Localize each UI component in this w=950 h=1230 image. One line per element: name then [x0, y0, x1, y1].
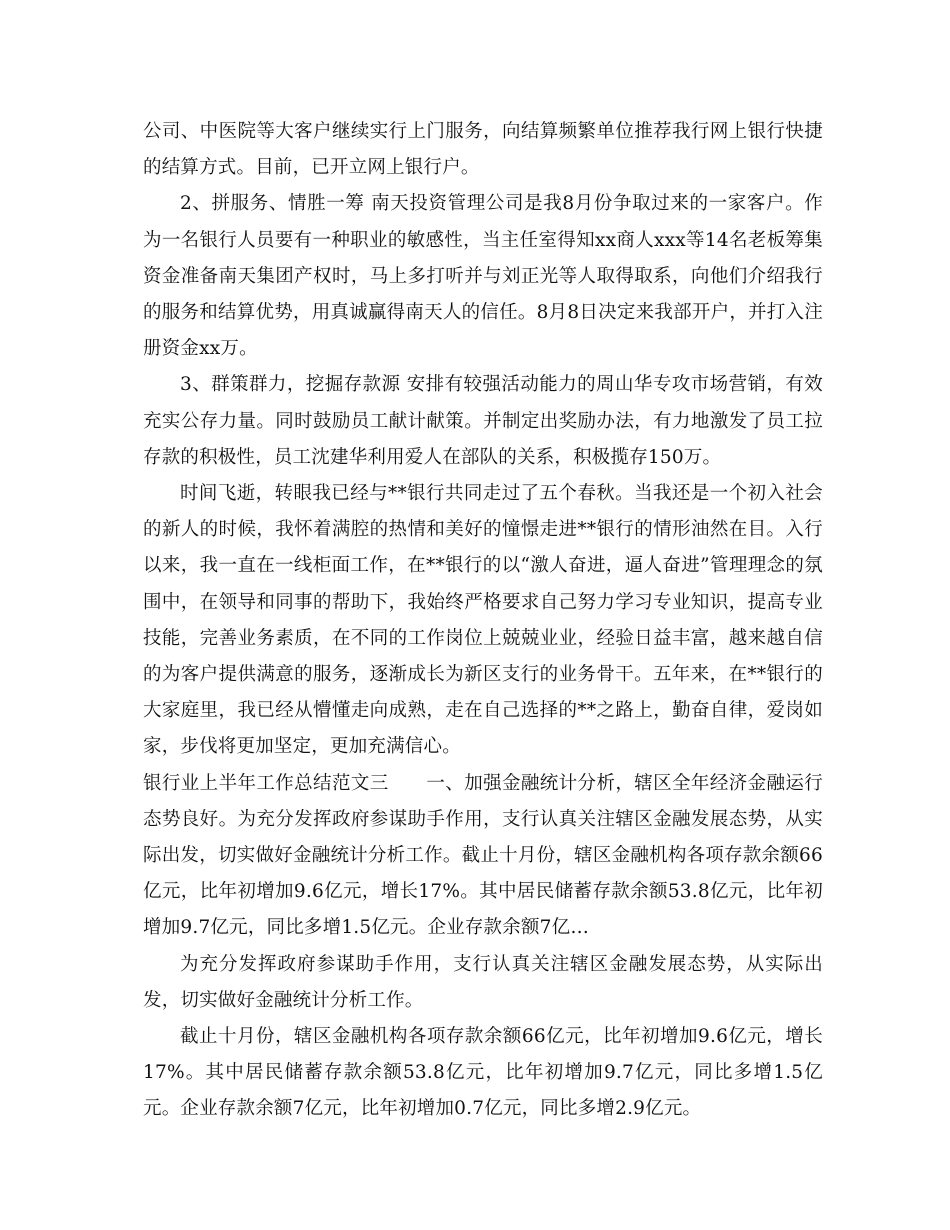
paragraph-2: 2、拼服务、情胜一筹 南天投资管理公司是我8月份争取过来的一家客户。作为一名银行人员要有一种职业的敏感性，当主任室得知xx商人xxx等14名老板筹集资金准备南天集团产权时，马上多打听并与刘正光等人取得取系，向他们介绍我行的服务和结算优势，用真诚赢得南天人的信任。8月8日决定来我部开户，并打入注册资金xx万。 — [143, 193, 823, 360]
paragraph-7: 截止十月份，辖区金融机构各项存款余额66亿元，比年初增加9.6亿元，增长17%。其中居民储蓄存款余额53.8亿元，比年初增加9.7亿元，同比多增1.5亿元。企业存款余额7亿元，比年初增加0.7亿元，同比多增2.9亿元。 — [143, 1026, 823, 1120]
paragraph-1: 公司、中医院等大客户继续实行上门服务，向结算频繁单位推荐我行网上银行快捷的结算方式。目前，已开立网上银行户。 — [143, 121, 823, 179]
paragraph-4: 时间飞逝，转眼我已经与**银行共同走过了五个春秋。当我还是一个初入社会的新人的时候，我怀着满腔的热情和美好的憧憬走进**银行的情形油然在目。入行以来，我一直在一线柜面工作，在**银行的以“激人奋进，逼人奋进”管理理念的氛围中，在领导和同事的帮助下，我始终严格要求自己努力学习专业知识，提高专业技能，完善业务素质，在不同的工作岗位上兢兢业业，经验日益丰富，越来越自信的为客户提供满意的服务，逐渐成长为新区支行的业务骨干。五年来，在**银行的大家庭里，我已经从懵懂走向成熟，走在自己选择的**之路上，勤奋自律，爱岗如家，步伐将更加坚定，更加充满信心。 — [143, 483, 823, 758]
document-body — [143, 114, 823, 1128]
paragraph-3: 3、群策群力，挖掘存款源 安排有较强活动能力的周山华专攻市场营销，有效充实公存力量。同时鼓励员工献计献策。并制定出奖励办法，有力地激发了员工拉存款的积极性，员工沈建华利用爱人在部队的关系，积极揽存150万。 — [143, 374, 823, 468]
paragraph-5: 银行业上半年工作总结范文三 一、加强金融统计分析，辖区全年经济金融运行态势良好。为充分发挥政府参谋助手作用，支行认真关注辖区金融发展态势，从实际出发，切实做好金融统计分析工作。截止十月份，辖区金融机构各项存款余额66亿元，比年初增加9.6亿元，增长17%。其中居民储蓄存款余额53.8亿元，比年初增加9.7亿元，同比多增1.5亿元。企业存款余额7亿… — [143, 772, 823, 939]
paragraph-6: 为充分发挥政府参谋助手作用，支行认真关注辖区金融发展态势，从实际出发，切实做好金融统计分析工作。 — [143, 953, 823, 1011]
